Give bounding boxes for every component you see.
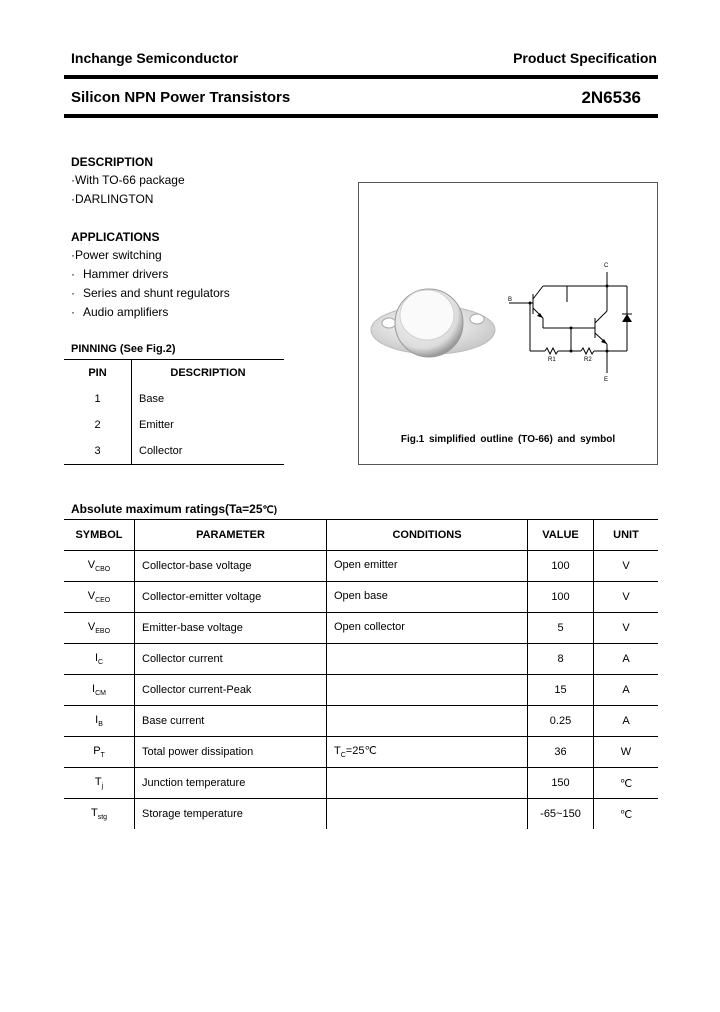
value-cell: 8 [528,644,594,675]
value-cell: 100 [528,582,594,613]
darlington-symbol [509,258,649,388]
parameter-cell: Total power dissipation [135,737,327,768]
conditions-cell: $T_C=25℃$ [327,737,528,768]
table-row [64,799,658,830]
base-label: B [508,297,513,303]
unit-cell: V [594,551,659,582]
parameter-cell: Emitter-base voltage [135,613,327,644]
value-cell: 36 [528,737,594,768]
list-item: ·DARLINGTON [71,192,154,206]
conditions-cell [327,675,528,706]
symbol-cell: $V_{EBO}$ [64,613,135,644]
parameter-col-header: PARAMETER [135,520,327,551]
conditions-col-header: CONDITIONS [327,520,528,551]
unit-cell: ℃ [594,768,659,799]
value-cell: -65~150 [528,799,594,830]
company-name: Inchange Semiconductor [71,50,239,66]
conditions-cell [327,768,528,799]
table-row [64,675,658,706]
description-list [71,171,185,209]
list-item: · Hammer drivers [71,267,169,281]
unit-cell: V [594,613,659,644]
table-row [64,582,658,613]
value-cell: 100 [528,551,594,582]
table-row [64,551,658,582]
value-cell: 0.25 [528,706,594,737]
description-heading: DESCRIPTION [71,155,154,169]
conditions-cell: Open emitter [327,551,528,582]
emitter-label: E [604,377,609,383]
conditions-cell [327,706,528,737]
unit-cell: W [594,737,659,768]
part-number: 2N6536 [581,88,641,107]
table-row [64,644,658,675]
applications-list [71,246,230,322]
collector-label: C [604,263,609,269]
conditions-cell [327,644,528,675]
parameter-cell: Collector current-Peak [135,675,327,706]
unit-cell: A [594,644,659,675]
applications-heading: APPLICATIONS [71,230,160,244]
desc-col-header: DESCRIPTION [170,367,246,379]
figure-box [358,182,658,465]
value-col-header: VALUE [528,520,594,551]
unit-cell: V [594,582,659,613]
r2-label: R2 [584,357,592,363]
table-row [64,737,658,768]
product-line: Silicon NPN Power Transistors [71,89,291,106]
header-rule-top [64,75,658,79]
list-item: · Series and shunt regulators [71,286,230,300]
table-row [64,706,658,737]
parameter-cell: Collector-emitter voltage [135,582,327,613]
value-cell: 5 [528,613,594,644]
symbol-cell: $V_{CBO}$ [64,551,135,582]
parameter-cell: Junction temperature [135,768,327,799]
symbol-col-header: SYMBOL [64,520,135,551]
symbol-cell: $I_{CM}$ [64,675,135,706]
symbol-cell: $T_{stg}$ [64,799,135,830]
pinning-table [64,359,284,465]
table-row [64,768,658,799]
unit-cell: A [594,675,659,706]
r1-label: R1 [548,357,556,363]
figure-caption: Fig.1 simplified outline (TO-66) and symbol [400,434,616,445]
header-rule-bottom [64,114,658,118]
unit-col-header: UNIT [594,520,659,551]
conditions-cell [327,799,528,830]
ratings-table [64,519,658,829]
symbol-cell: $T_j$ [64,768,135,799]
parameter-cell: Storage temperature [135,799,327,830]
value-cell: 150 [528,768,594,799]
symbol-cell: $I_B$ [64,706,135,737]
table-row: 3 Collector [64,438,284,465]
list-item: · Audio amplifiers [71,305,169,319]
symbol-cell: $P_T$ [64,737,135,768]
unit-cell: A [594,706,659,737]
ratings-heading: Absolute maximum ratings(Ta=25℃) [71,502,278,516]
table-row: 1 Base [64,386,284,412]
value-cell: 15 [528,675,594,706]
symbol-cell: $V_{CEO}$ [64,582,135,613]
table-row: 2 Emitter [64,412,284,438]
pin-col-header: PIN [64,360,132,387]
conditions-cell: Open collector [327,613,528,644]
symbol-cell: $I_C$ [64,644,135,675]
parameter-cell: Collector-base voltage [135,551,327,582]
parameter-cell: Collector current [135,644,327,675]
doc-type: Product Specification [513,50,657,66]
table-row [64,613,658,644]
unit-cell: ℃ [619,808,633,821]
list-item: ·Power switching [71,248,162,262]
pinning-heading: PINNING (See Fig.2) [71,343,176,355]
list-item: ·With TO-66 package [71,173,185,187]
parameter-cell: Base current [135,706,327,737]
conditions-cell: Open base [327,582,528,613]
